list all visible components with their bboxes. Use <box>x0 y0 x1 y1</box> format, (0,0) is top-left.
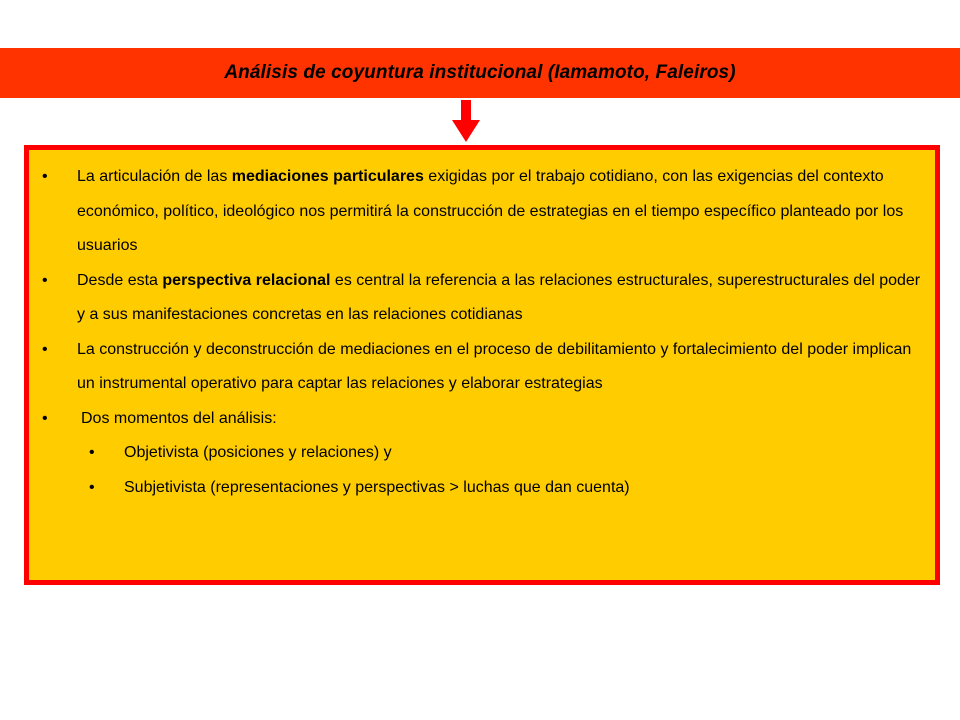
bullet-dot-icon: • <box>42 340 48 358</box>
bullet-item: • Dos momentos del análisis: <box>29 402 935 437</box>
bullet-dot-icon: • <box>42 409 48 427</box>
title-bar <box>0 48 960 98</box>
sub-bullet-item: • Objetivista (posiciones y relaciones) y <box>29 436 935 471</box>
down-arrow-icon <box>452 100 480 142</box>
bullet-list <box>29 150 935 505</box>
bullet-dot-icon: • <box>42 168 48 185</box>
bullet-dot-icon: • <box>89 478 95 496</box>
bold-term: perspectiva relacional <box>162 271 331 289</box>
bold-term: mediaciones particulares <box>231 168 424 185</box>
bullet-item: • Desde esta perspectiva relacional es central la referencia a las relaciones estructurales, superestructurales del poder y a sus manifestaciones concretas en las relaciones cotidianas <box>29 264 935 333</box>
bullet-item: • La articulación de las mediaciones particulares exigidas por el trabajo cotidiano, con las exigencias del contexto económico, político, ideológico nos permitirá la construcción de estrategias en el tiempo específico planteado por los usuarios <box>29 160 935 264</box>
content-box <box>24 145 940 585</box>
slide-title: Análisis de coyuntura institucional (Iamamoto, Faleiros) <box>224 62 736 83</box>
sub-bullet-item: • Subjetivista (representaciones y perspectivas > luchas que dan cuenta) <box>29 471 935 506</box>
bullet-item: • La construcción y deconstrucción de mediaciones en el proceso de debilitamiento y fortalecimiento del poder implican un instrumental operativo para captar las relaciones y elaborar estrategias <box>29 333 935 402</box>
bullet-dot-icon: • <box>89 444 95 461</box>
bullet-dot-icon: • <box>42 271 48 289</box>
